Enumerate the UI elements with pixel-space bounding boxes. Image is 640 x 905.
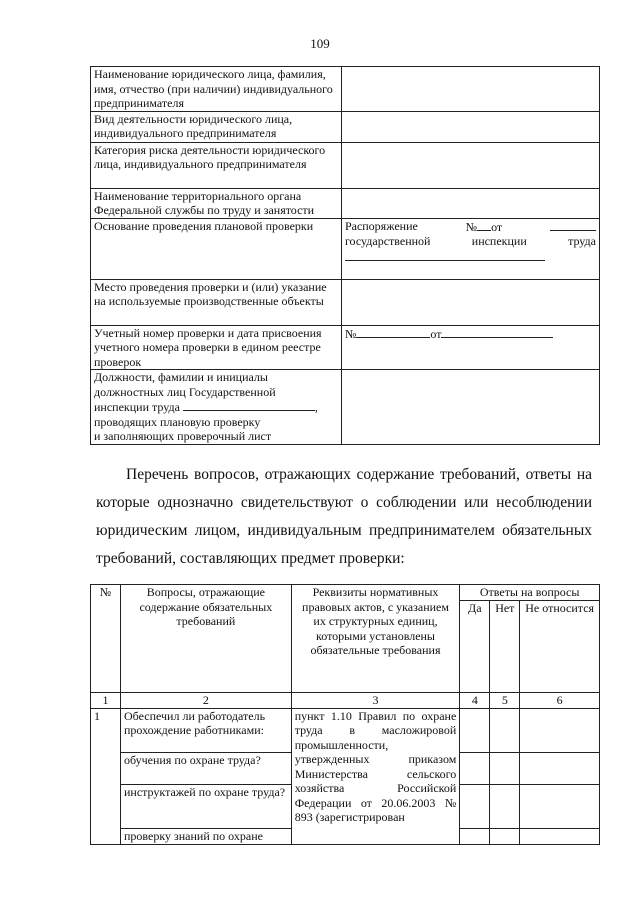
sub-question: проверку знаний по охране <box>121 828 292 844</box>
blank-line <box>356 326 430 338</box>
info-label: Наименование территориального органа Федеральной службы по труду и занятости <box>91 188 342 218</box>
question-main: Обеспечил ли работодатель прохождение работниками: <box>121 708 292 752</box>
info-label: Категория риска деятельности юридического лица, индивидуального предпринимателя <box>91 142 342 188</box>
answer-yes-cell[interactable] <box>460 784 490 828</box>
blank-line <box>441 326 553 338</box>
table-row <box>91 188 600 218</box>
table-row <box>91 142 600 188</box>
requisites-cell: пункт 1.10 Правил по охране труда в масложировой промышленности, утвержденных приказом Министерства сельского хозяйства Российской Федерации от 20.06.2003 № 893 (зарегистрирован <box>291 708 460 844</box>
answer-na-cell[interactable] <box>520 752 600 784</box>
answer-na-cell[interactable] <box>520 828 600 844</box>
table-row <box>91 279 600 325</box>
order-basis-cell <box>341 218 599 279</box>
info-value <box>341 370 599 445</box>
answer-yes-cell[interactable] <box>460 828 490 844</box>
blank-line <box>477 219 491 231</box>
header-requisites: Реквизиты нормативных правовых актов, с указанием их структурных единиц, которыми установлены обязательные требования <box>291 585 460 693</box>
answer-no-cell[interactable] <box>490 828 520 844</box>
answer-yes-cell[interactable] <box>460 708 490 752</box>
checklist-questions-table <box>90 584 600 845</box>
blank-line <box>183 399 315 411</box>
header-yes: Да <box>460 601 490 693</box>
answer-yes-cell[interactable] <box>460 752 490 784</box>
table-row <box>91 218 600 279</box>
answer-na-cell[interactable] <box>520 708 600 752</box>
info-value <box>341 188 599 218</box>
inspectors-label: Должности, фамилии и инициалы должностных лиц Государственной инспекции труда , проводящих плановую проверку и заполняющих проверочный лист <box>91 370 342 445</box>
answer-no-cell[interactable] <box>490 784 520 828</box>
column-numbers-row: 1 2 3 4 5 6 <box>91 693 600 709</box>
info-value <box>341 142 599 188</box>
answer-na-cell[interactable] <box>520 784 600 828</box>
header-row <box>91 585 600 601</box>
table-row <box>91 708 600 752</box>
answer-no-cell[interactable] <box>490 708 520 752</box>
order-number: № от <box>465 219 503 234</box>
info-value <box>341 279 599 325</box>
answer-no-cell[interactable] <box>490 752 520 784</box>
order-word: Распоряжение <box>344 218 418 233</box>
inspectors-line-3: инспекции труда , <box>94 400 318 414</box>
header-questions: Вопросы, отражающие содержание обязательных требований <box>121 585 292 693</box>
table-row <box>91 370 600 445</box>
header-not-applicable: Не относится <box>520 601 600 693</box>
info-label: Наименование юридического лица, фамилия, имя, отчество (при наличии) индивидуального предпринимателя <box>91 67 342 112</box>
header-answers: Ответы на вопросы <box>460 585 600 601</box>
info-label: Учетный номер проверки и дата присвоения учетного номера проверки в едином реестре проверок <box>91 325 342 370</box>
row-number: 1 <box>91 708 121 844</box>
page-number: 109 <box>310 36 330 51</box>
questions-intro-paragraph: Перечень вопросов, отражающих содержание требований, ответы на которые однозначно свидетельствуют о соблюдении или несоблюдении юридическим лицом, индивидуальным предпринимателем обязательных требований, составляющих предмет проверки: <box>96 466 592 567</box>
order-line-2: государственной инспекции труда <box>344 234 596 248</box>
blank-line <box>345 249 545 261</box>
sub-question: инструктажей по охране труда? <box>121 784 292 828</box>
info-value <box>341 67 599 112</box>
sub-question: обучения по охране труда? <box>121 752 292 784</box>
table-row <box>91 325 600 370</box>
table-row <box>91 67 600 112</box>
info-label: Основание проведения плановой проверки <box>91 218 342 279</box>
info-label: Вид деятельности юридического лица, индивидуального предпринимателя <box>91 111 342 142</box>
info-value <box>341 111 599 142</box>
blank-line <box>550 219 596 231</box>
header-no-answer: Нет <box>490 601 520 693</box>
table-row <box>91 111 600 142</box>
registry-number-cell: № от <box>341 325 599 370</box>
inspection-info-table <box>90 66 600 445</box>
order-line-1 <box>345 219 596 235</box>
header-no: № <box>91 585 121 693</box>
info-label: Место проведения проверки и (или) указание на используемые производственные объекты <box>91 279 342 325</box>
order-line-3 <box>345 249 596 265</box>
